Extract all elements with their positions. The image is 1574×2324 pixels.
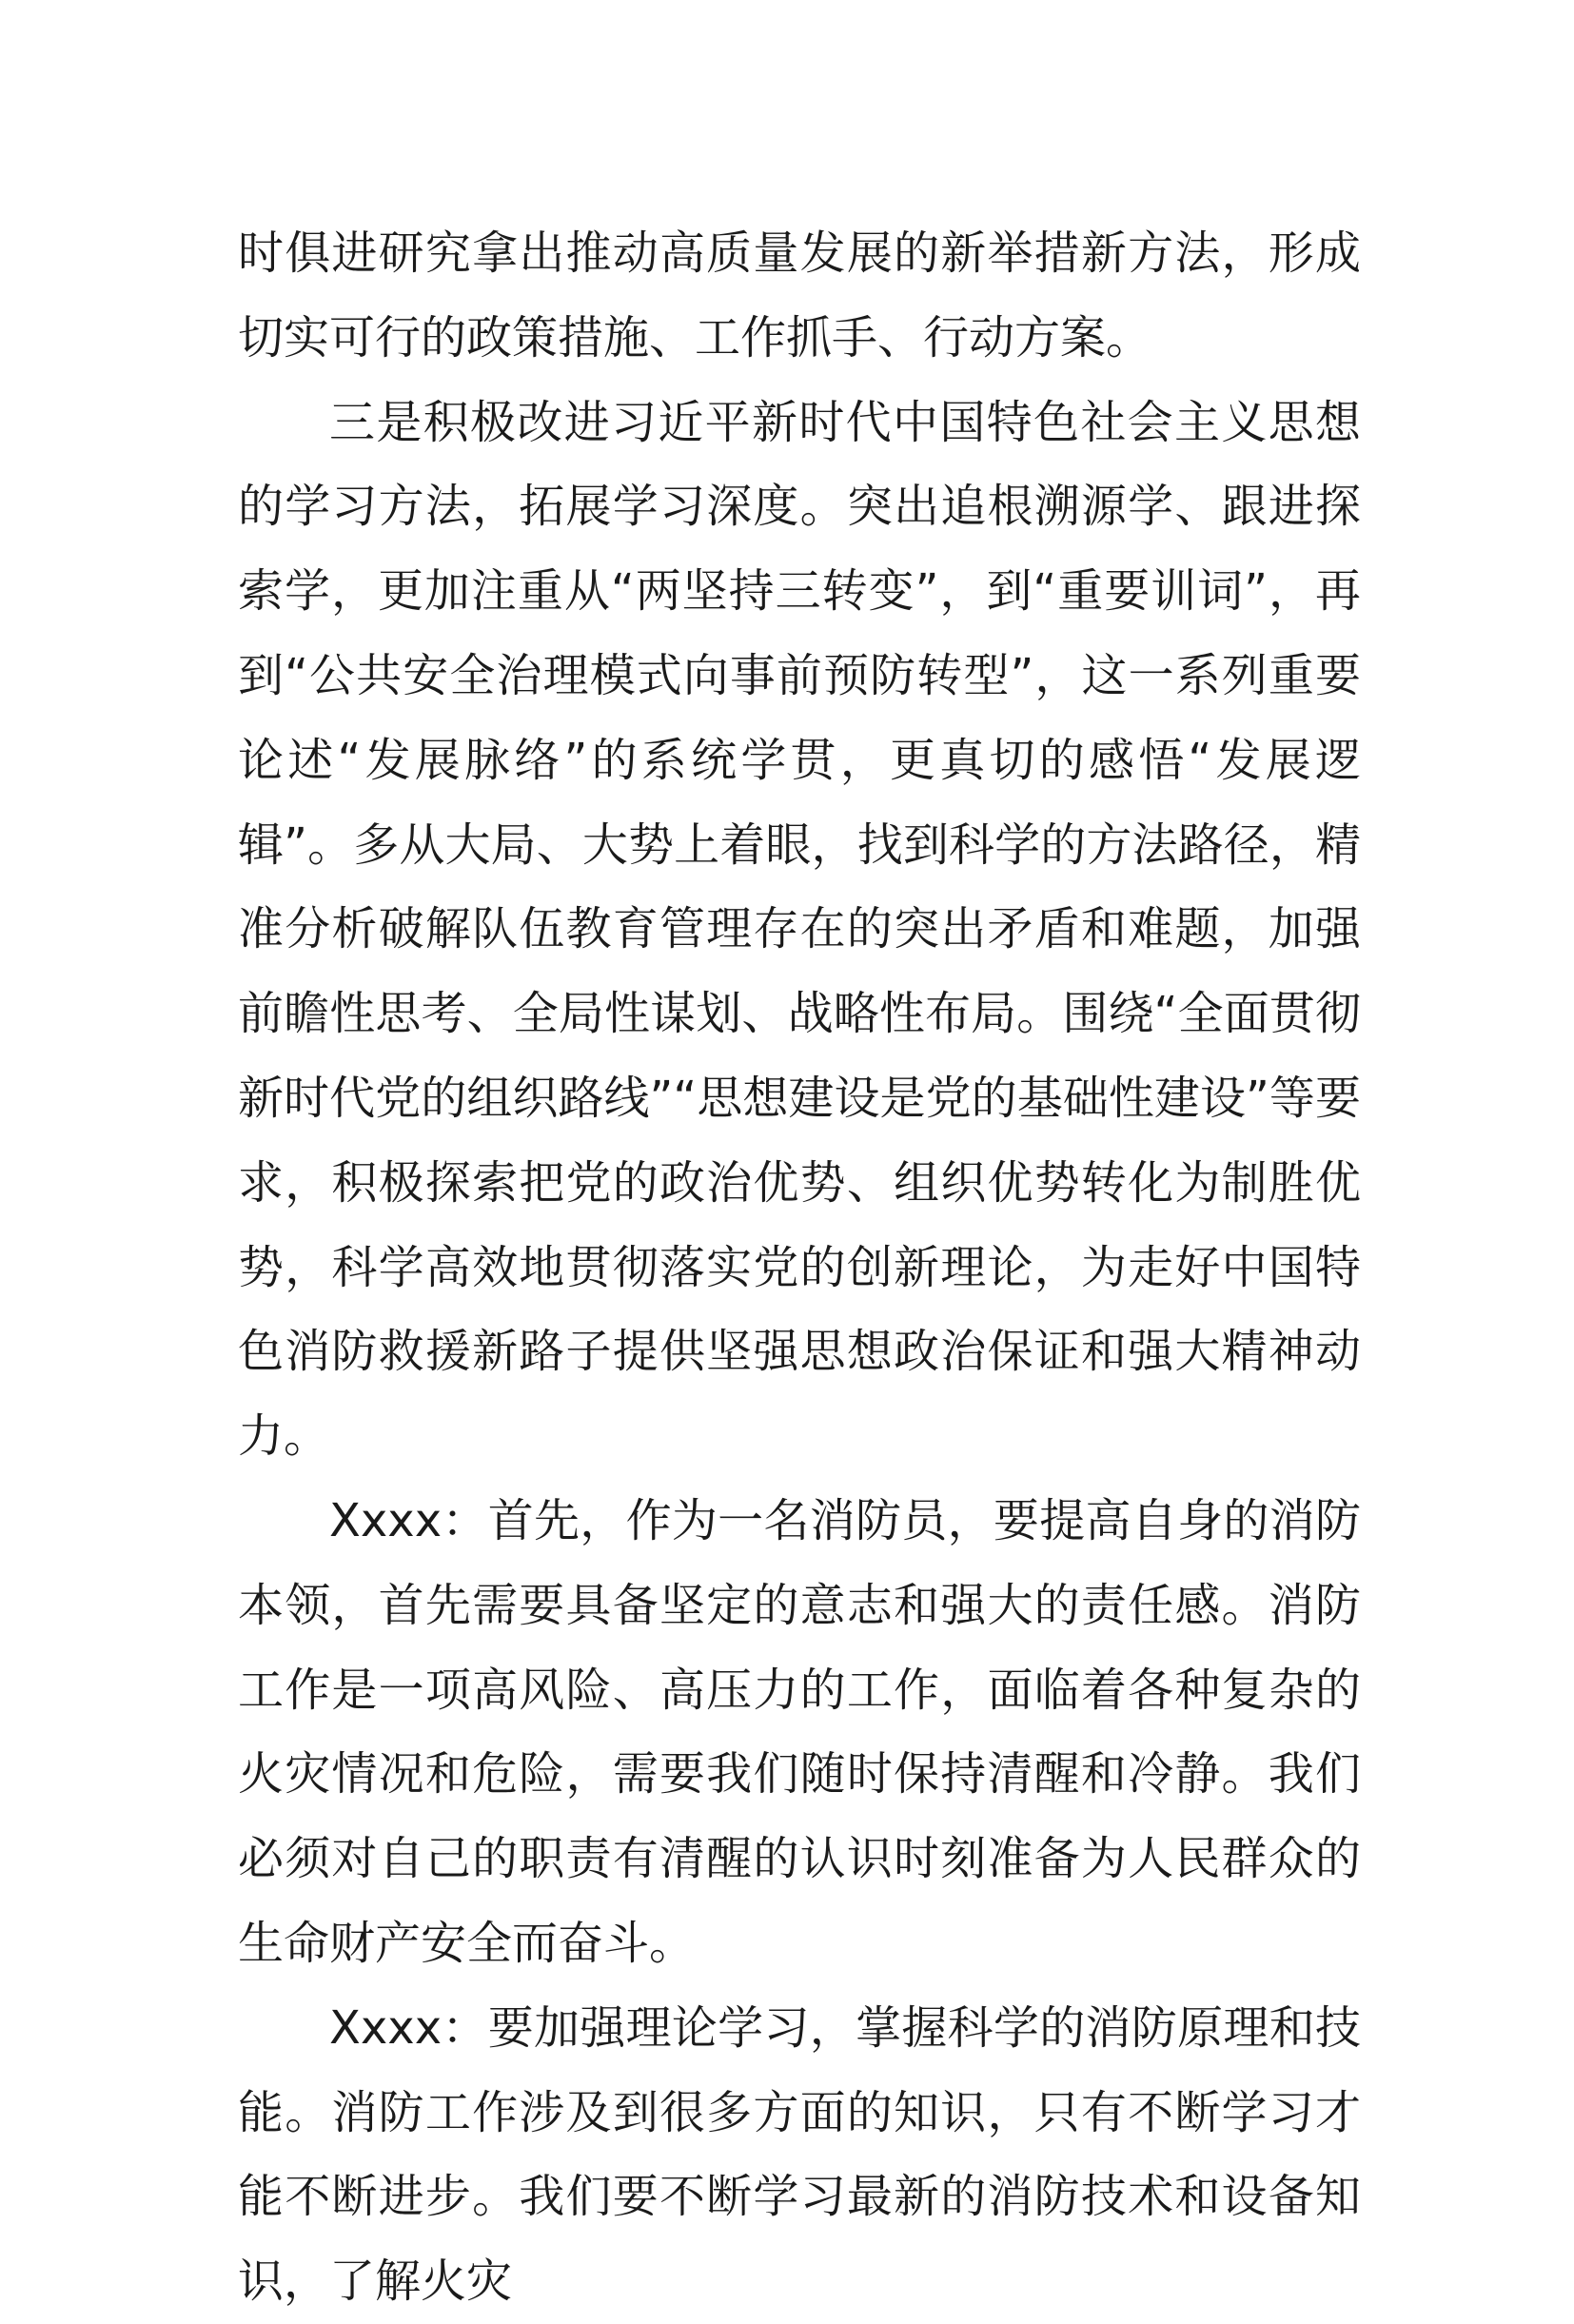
paragraph-continuation: 时俱进研究拿出推动高质量发展的新举措新方法，形成切实可行的政策措施、工作抓手、行动方案。: [238, 226, 1361, 364]
paragraph-theory-learning: Xxxx：要加强理论学习，掌握科学的消防原理和技能。消防工作涉及到很多方面的知识，只有不断学习才能不断进步。我们要不断学习最新的消防技术和设备知识，了解火灾: [238, 2000, 1361, 2309]
document-body: [238, 211, 1361, 2324]
paragraph-firefighter-will: Xxxx：首先，作为一名消防员，要提高自身的消防本领，首先需要具备坚定的意志和强大的责任感。消防工作是一项高风险、高压力的工作，面临着各种复杂的火灾情况和危险，需要我们随时保持清醒和冷静。我们必须对自己的职责有清醒的认识时刻准备为人民群众的生命财产安全而奋斗。: [238, 1493, 1361, 1970]
paragraph-study-methods: 三是积极改进习近平新时代中国特色社会主义思想的学习方法，拓展学习深度。突出追根溯源学、跟进探索学，更加注重从“两坚持三转变”，到“重要训词”，再到“公共安全治理模式向事前预防转型”，这一系列重要论述“发展脉络”的系统学贯，更真切的感悟“发展逻辑”。多从大局、大势上着眼，找到科学的方法路径，精准分析破解队伍教育管理存在的突出矛盾和难题，加强前瞻性思考、全局性谋划、战略性布局。围绕“全面贯彻新时代党的组织路线”“思想建设是党的基础性建设”等要求，积极探索把党的政治优势、组织优势转化为制胜优势，科学高效地贯彻落实党的创新理论，为走好中国特色消防救援新路子提供坚强思想政治保证和强大精神动力。: [238, 395, 1361, 1464]
